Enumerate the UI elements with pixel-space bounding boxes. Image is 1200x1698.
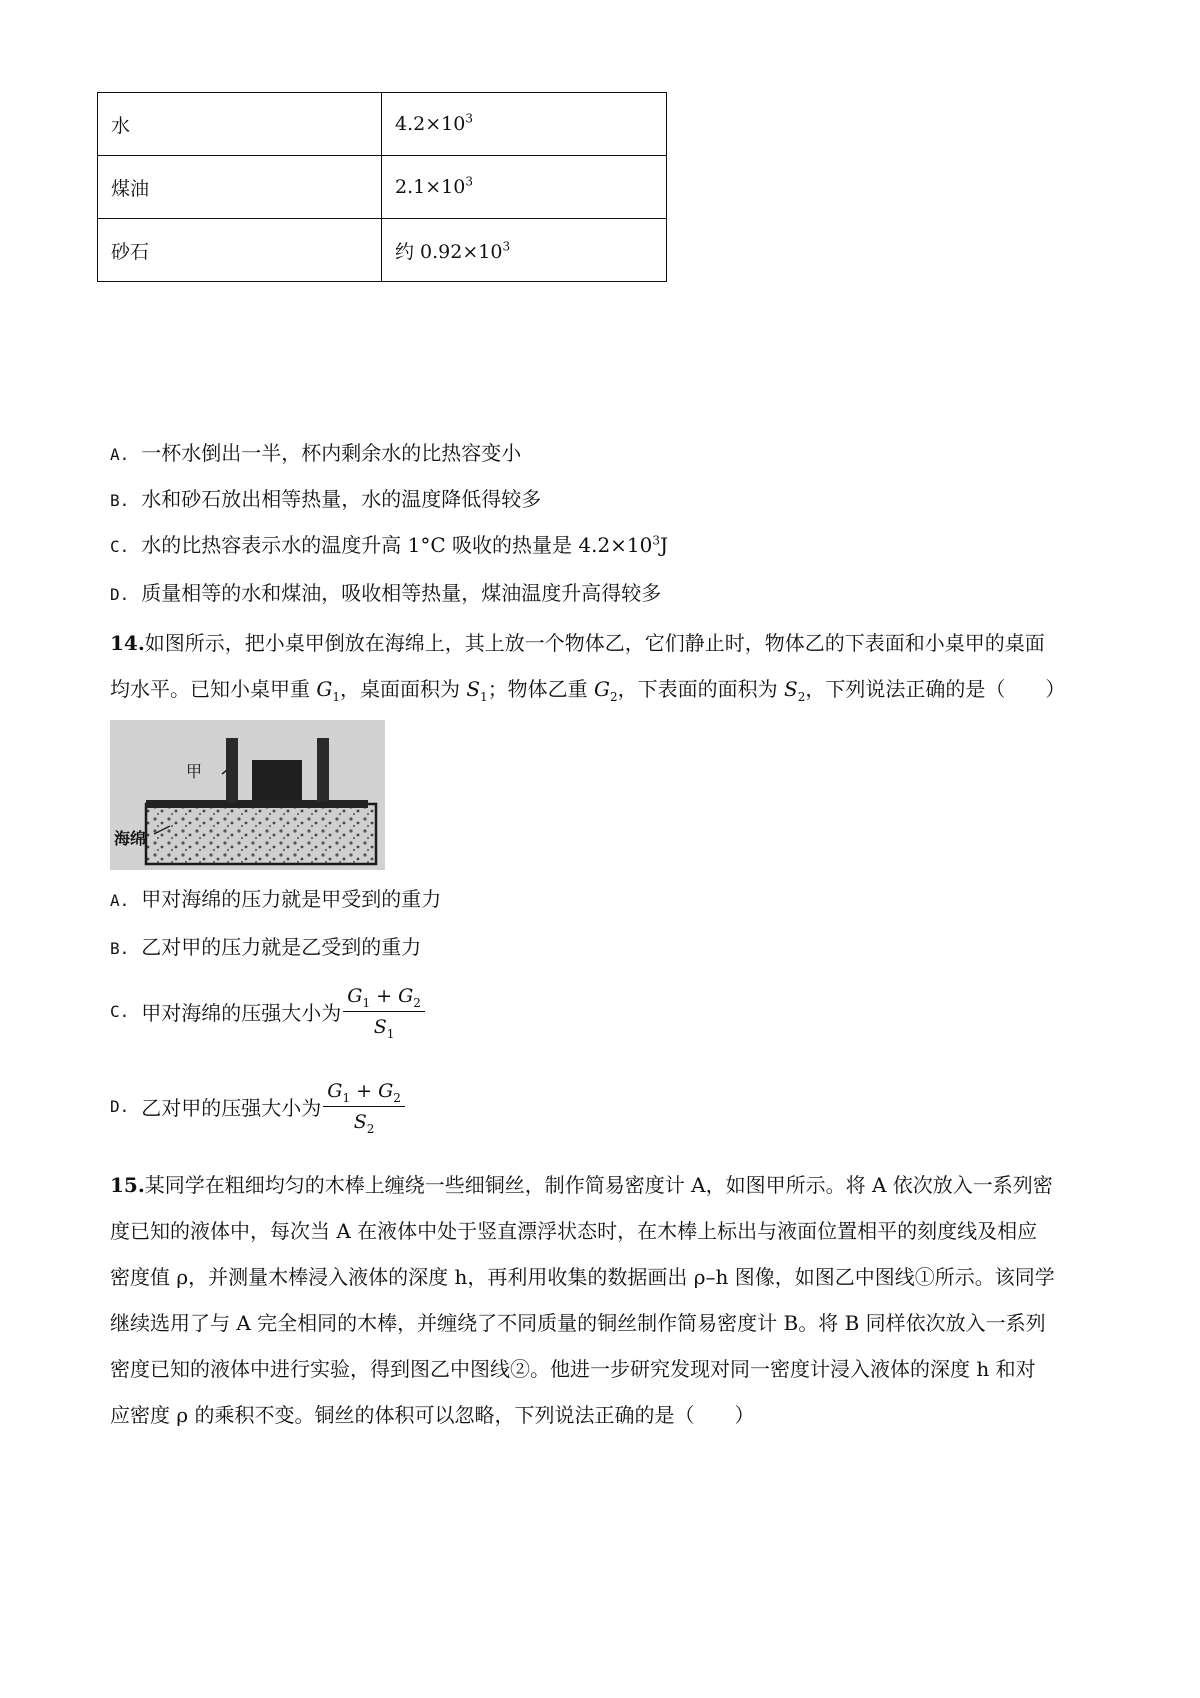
option-letter: D. [110, 585, 130, 604]
option-text: 水和砂石放出相等热量，水的温度降低得较多 [141, 487, 542, 511]
option-text: 水的比热容表示水的温度升高 1°C 吸收的热量是 4.2×10 [141, 533, 653, 557]
option-text: 甲对海绵的压力就是甲受到的重力 [141, 887, 442, 911]
q15-line-3 [110, 1262, 1055, 1292]
q13-option-d [110, 578, 661, 610]
option-letter: B. [110, 939, 130, 958]
table-cell-substance [98, 156, 382, 219]
option-letter: A. [110, 445, 130, 464]
value-text: 4.2×10 [395, 113, 466, 135]
q14-stem-line2 [110, 674, 1065, 704]
table-row [98, 219, 667, 282]
value-exponent: 3 [465, 174, 473, 189]
stem-text: ，下列说法正确的是（ ） [805, 677, 1066, 701]
fraction-denominator [343, 1012, 425, 1041]
fraction-denominator [323, 1107, 405, 1136]
table-cell-value [382, 93, 667, 156]
symbol-g: G [398, 985, 414, 1007]
symbol-g: G [327, 1080, 343, 1102]
q15-line-2 [110, 1216, 1037, 1246]
q14-stem-line1 [110, 628, 1045, 658]
stem-text: 继续选用了与 A 完全相同的木棒，并缠绕了不同质量的铜丝制作简易密度计 B。将 B 同样依次放入一系列 [110, 1311, 1046, 1335]
subscript: 1 [342, 1090, 351, 1105]
value-prefix: 约 [395, 240, 421, 263]
option-exponent: 3 [652, 533, 661, 548]
pressure-fraction-s2 [323, 1080, 405, 1136]
question-number: 14. [110, 631, 145, 655]
q13-option-c [110, 530, 668, 562]
stem-text: ，桌面面积为 [339, 677, 467, 701]
table-cell-value [382, 156, 667, 219]
q15-line-5 [110, 1354, 1036, 1384]
option-letter: B. [110, 491, 130, 510]
fraction-numerator [323, 1080, 405, 1107]
table-cell-substance [98, 93, 382, 156]
q14-option-c [110, 985, 425, 1041]
option-letter: D. [110, 1097, 130, 1116]
q14-figure [110, 720, 385, 870]
stem-text: ；物体乙重 [487, 677, 595, 701]
sponge-table-diagram [110, 720, 385, 870]
option-text: 质量相等的水和煤油，吸收相等热量，煤油温度升高得较多 [141, 581, 662, 605]
stem-text: 如图所示，把小桌甲倒放在海绵上，其上放一个物体乙，它们静止时，物体乙的下表面和小桌甲的桌面 [144, 631, 1045, 655]
value-exponent: 3 [465, 111, 473, 126]
symbol-s: S [353, 1111, 367, 1133]
q14-option-d [110, 1080, 405, 1136]
substance-label: 砂石 [111, 240, 150, 263]
pressure-fraction-s1 [343, 985, 425, 1041]
symbol-g: G [347, 985, 363, 1007]
stem-text: 应密度 ρ 的乘积不变。铜丝的体积可以忽略，下列说法正确的是（ ） [110, 1403, 755, 1427]
option-letter: C. [110, 537, 130, 556]
specific-heat-table [97, 92, 667, 282]
symbol-g: G [316, 677, 333, 701]
subscript: 2 [610, 690, 618, 704]
table-cell-substance [98, 219, 382, 282]
q14-option-a [110, 884, 441, 916]
q15-line-6 [110, 1400, 754, 1430]
q13-option-b [110, 484, 541, 516]
label-sponge: 海绵 [114, 829, 147, 848]
substance-label: 煤油 [111, 177, 150, 200]
value-exponent: 3 [502, 239, 511, 254]
value-text: 2.1×10 [395, 176, 466, 198]
q15-line-1 [110, 1170, 1053, 1200]
table-row [98, 156, 667, 219]
stem-text: 密度值 ρ，并测量木棒浸入液体的深度 h，再利用收集的数据画出 ρ–h 图像，如图乙中图线①所示。该同学 [110, 1265, 1055, 1289]
symbol-s: S [784, 677, 798, 701]
q15-line-4 [110, 1308, 1046, 1338]
label-jia: 甲 [186, 762, 203, 781]
value-text: 0.92×10 [420, 240, 503, 263]
subscript: 1 [386, 1026, 395, 1041]
question-number: 15. [110, 1173, 145, 1197]
option-letter: A. [110, 891, 130, 910]
symbol-g: G [378, 1080, 394, 1102]
subscript: 2 [797, 690, 806, 704]
stem-text: 均水平。已知小桌甲重 [110, 677, 317, 701]
q14-option-b [110, 932, 421, 964]
table-cell-value [382, 219, 667, 282]
symbol-g: G [594, 677, 611, 701]
stem-text: 度已知的液体中，每次当 A 在液体中处于竖直漂浮状态时，在木棒上标出与液面位置相平的刻度线及相应 [110, 1219, 1038, 1243]
symbol-s: S [466, 677, 481, 701]
substance-label: 水 [111, 114, 131, 137]
subscript: 1 [332, 690, 340, 704]
option-text: 一杯水倒出一半，杯内剩余水的比热容变小 [141, 441, 522, 465]
subscript: 2 [366, 1121, 375, 1136]
option-text: 甲对海绵的压强大小为 [141, 1001, 342, 1025]
plus-sign: + [350, 1080, 379, 1102]
subscript: 2 [393, 1090, 401, 1105]
subscript: 1 [362, 995, 371, 1010]
option-text: 乙对甲的压强大小为 [141, 1096, 322, 1120]
subscript: 1 [480, 690, 488, 704]
plus-sign: + [370, 985, 399, 1007]
symbol-s: S [373, 1016, 387, 1038]
option-text: 乙对甲的压力就是乙受到的重力 [141, 935, 422, 959]
q13-option-a [110, 438, 521, 470]
stem-text: 密度已知的液体中进行实验，得到图乙中图线②。他进一步研究发现对同一密度计浸入液体的深度 h 和对 [110, 1357, 1036, 1381]
option-unit: J [660, 533, 669, 557]
fraction-numerator [343, 985, 425, 1012]
option-letter: C. [110, 1002, 130, 1021]
subscript: 2 [413, 995, 421, 1010]
table-row [98, 93, 667, 156]
stem-text: ，下表面的面积为 [617, 677, 785, 701]
stem-text: 某同学在粗细均匀的木棒上缠绕一些细铜丝，制作简易密度计 A，如图甲所示。将 A 依次放入一系列密 [144, 1173, 1053, 1197]
